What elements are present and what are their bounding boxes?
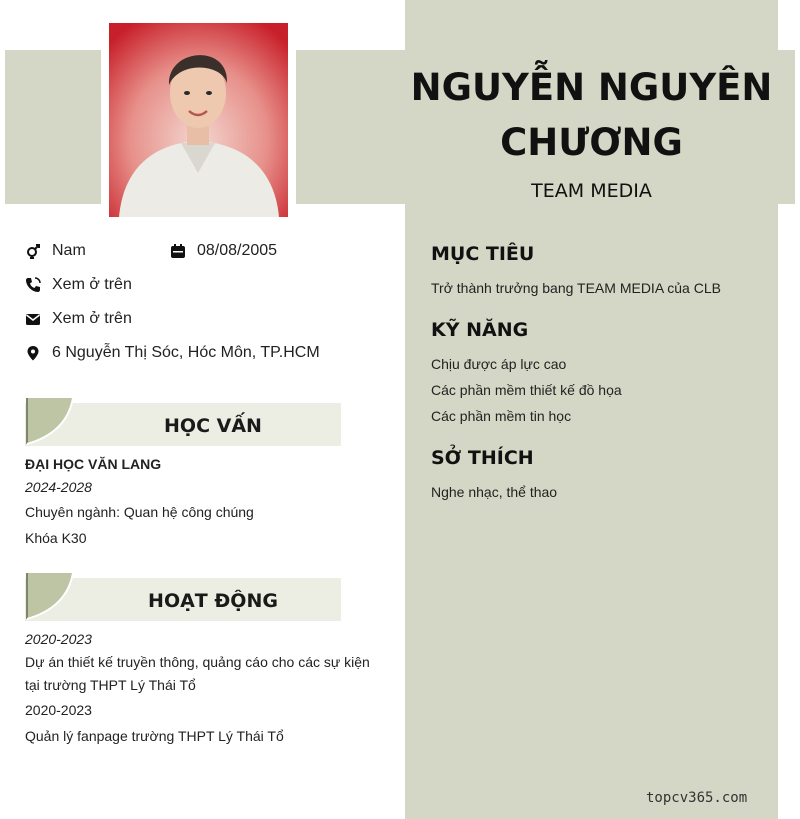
candidate-role: TEAM MEDIA [531,180,652,202]
gender-value: Nam [52,242,86,259]
envelope-icon [25,311,41,327]
skills-title: KỸ NĂNG [431,319,529,341]
activity-2-line-1: Quản lý fanpage trường THPT Lý Thái Tổ [25,728,284,744]
name-line-1: NGUYỄN NGUYÊN [410,66,773,109]
page-curl-icon [25,398,75,446]
activity-1-line-1: Dự án thiết kế truyền thông, quảng cáo cho các sự kiện [25,654,370,670]
education-period: 2024-2028 [25,479,92,495]
objective-title: MỤC TIÊU [431,243,535,265]
address-row [25,344,320,362]
header-band-right [778,50,795,204]
hobbies-title: SỞ THÍCH [431,447,534,469]
address-value: 6 Nguyễn Thị Sóc, Hóc Môn, TP.HCM [52,344,320,361]
candidate-name [405,60,778,170]
activity-1-line-2: tại trường THPT Lý Thái Tổ [25,677,196,693]
skill-item: Các phần mềm tin học [431,408,572,424]
header-band-left [5,50,101,204]
education-title: HỌC VẤN [164,415,262,437]
gender-icon [25,243,41,259]
phone-row [25,276,132,294]
gender-row [25,242,86,260]
email-value: Xem ở trên [52,310,132,327]
education-cohort: Khóa K30 [25,530,87,546]
name-line-2: CHƯƠNG [500,121,683,164]
birthdate-row [170,242,277,260]
activity-1-period: 2020-2023 [25,631,92,647]
watermark: topcv365.com [646,790,748,806]
activities-title: HOẠT ĐỘNG [148,590,278,612]
profile-photo [109,23,288,217]
activity-2-period: 2020-2023 [25,702,92,718]
objective-text: Trở thành trưởng bang TEAM MEDIA của CLB [431,280,721,296]
email-row [25,310,132,328]
education-major: Chuyên ngành: Quan hệ công chúng [25,504,254,520]
calendar-icon [170,243,186,259]
skill-item: Các phần mềm thiết kế đồ họa [431,382,622,398]
phone-value: Xem ở trên [52,276,132,293]
hobbies-text: Nghe nhạc, thể thao [431,484,558,500]
birthdate-value: 08/08/2005 [197,242,278,259]
skill-item: Chịu được áp lực cao [431,356,567,372]
map-pin-icon [25,345,41,361]
education-school: ĐẠI HỌC VĂN LANG [25,456,162,472]
activities-header [25,578,341,621]
page-curl-icon [25,573,75,621]
header-band-middle [296,50,406,204]
education-header [25,403,341,446]
phone-icon [25,277,41,293]
